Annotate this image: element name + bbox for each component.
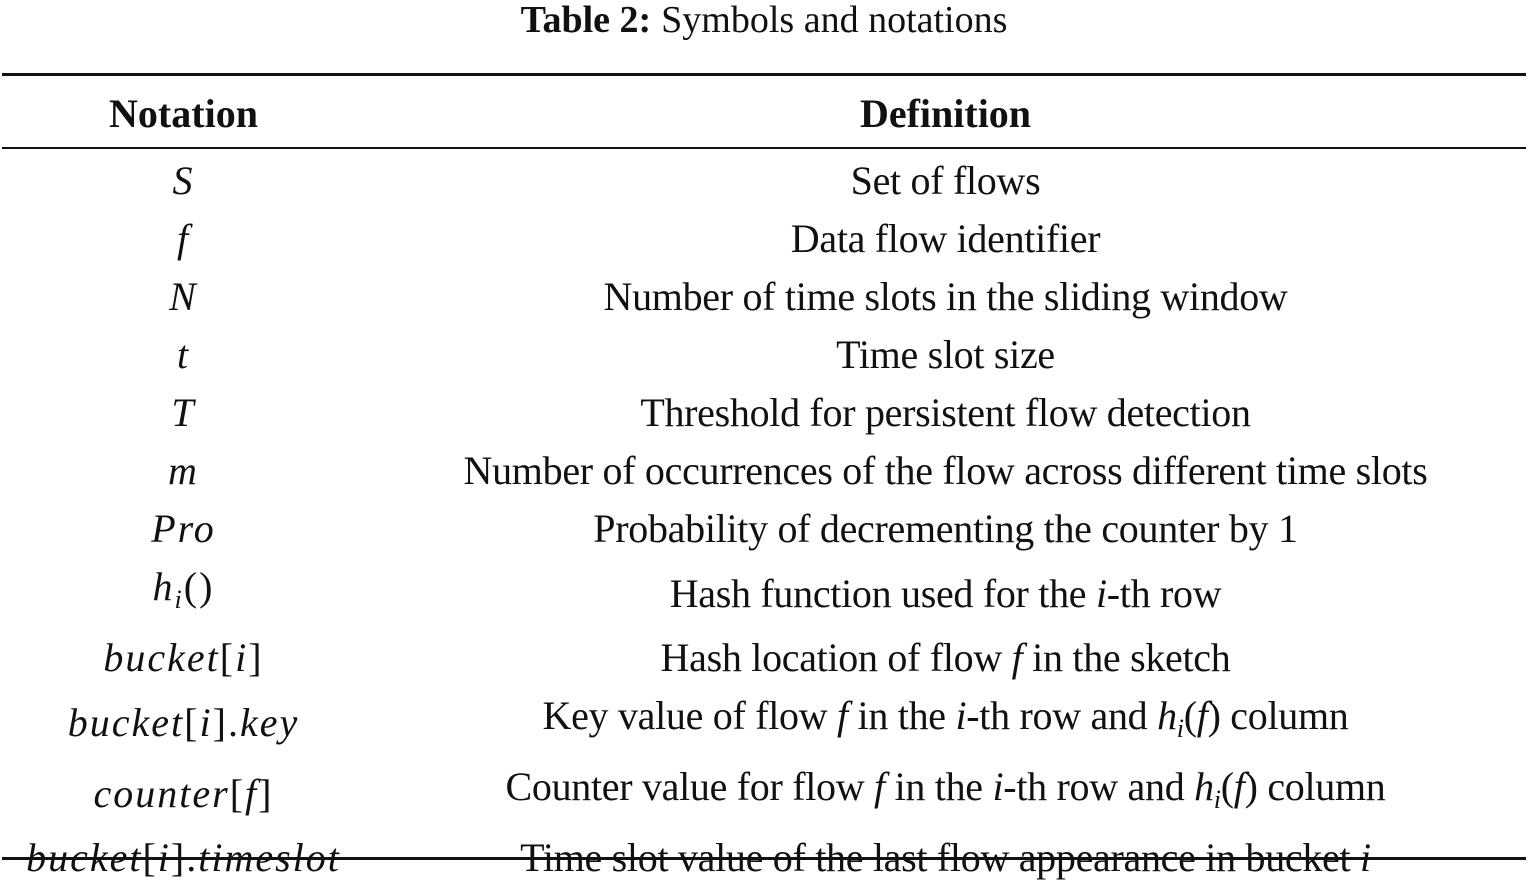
table-header-row xyxy=(2,78,1526,148)
notation-cell: Pro xyxy=(151,506,216,551)
notation-cell: t xyxy=(176,332,191,377)
definition-cell: Hash location of flow f in the sketch xyxy=(660,635,1231,680)
definition-cell: Number of time slots in the sliding window xyxy=(603,274,1288,319)
definition-cell: Data flow identifier xyxy=(790,216,1101,261)
caption-label: Table 2: xyxy=(520,0,652,41)
notation-cell: bucket[i] xyxy=(103,635,264,680)
notation-cell: T xyxy=(171,390,196,435)
definition-cell: Time slot value of the last flow appearance in bucket i xyxy=(520,835,1371,880)
notation-table xyxy=(2,78,1526,887)
definition-cell: Counter value for flow f in the i-th row and $h_i(f)$ column xyxy=(505,764,1386,814)
notation-cell: counter[f] xyxy=(93,770,274,816)
table-row xyxy=(2,500,1526,558)
table-row xyxy=(2,687,1526,758)
notation-cell: bucket[i].key xyxy=(67,699,300,745)
table-body xyxy=(2,148,1526,887)
definition-cell: Hash function used for the i-th row xyxy=(669,570,1222,616)
notation-cell: S xyxy=(172,158,195,203)
header-definition: Definition xyxy=(859,90,1032,136)
notation-cell: N xyxy=(169,274,198,319)
table-row xyxy=(2,384,1526,442)
header-notation: Notation xyxy=(109,90,258,136)
table-row xyxy=(2,326,1526,384)
definition-cell: Probability of decrementing the counter by 1 xyxy=(593,506,1298,551)
table-row xyxy=(2,558,1526,629)
table-row xyxy=(2,442,1526,500)
table-row xyxy=(2,268,1526,326)
table-row xyxy=(2,829,1526,887)
notation-cell: m xyxy=(168,448,199,493)
table-top-rule xyxy=(2,73,1526,76)
table-row xyxy=(2,210,1526,268)
table-caption xyxy=(0,0,1528,44)
notation-cell: $h_i()$ xyxy=(152,564,215,614)
table-row xyxy=(2,148,1526,210)
notation-cell: f xyxy=(176,216,191,261)
table-row xyxy=(2,629,1526,687)
definition-cell: Threshold for persistent flow detection xyxy=(640,390,1251,435)
definition-cell: Key value of flow f in the i-th row and $h_i(f)$ column xyxy=(542,693,1349,743)
table-row xyxy=(2,758,1526,829)
definition-cell: Time slot size xyxy=(836,332,1055,377)
definition-cell: Number of occurrences of the flow across different time slots xyxy=(463,448,1428,493)
notation-cell: bucket[i].timeslot xyxy=(26,835,341,880)
definition-cell: Set of flows xyxy=(850,158,1041,203)
caption-text: Symbols and notations xyxy=(661,0,1008,41)
